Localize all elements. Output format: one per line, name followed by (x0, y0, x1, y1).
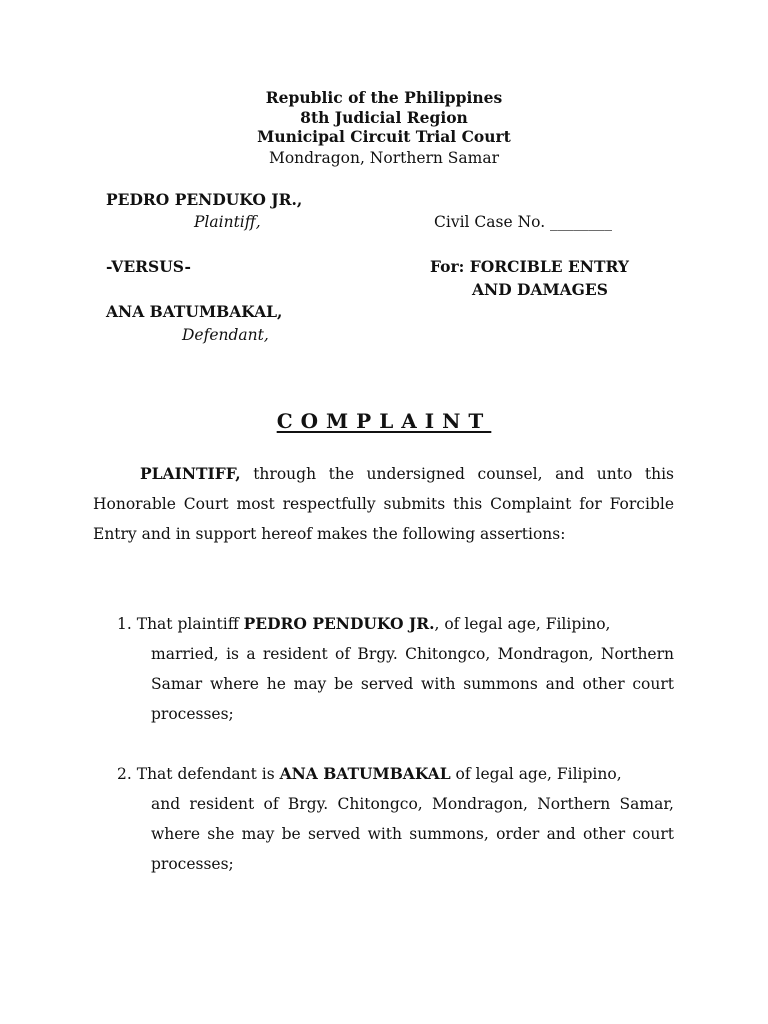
header-court: Municipal Circuit Trial Court (257, 127, 511, 146)
document-title-text: COMPLAINT (276, 409, 492, 433)
list-item-2-number: 2. (117, 765, 132, 783)
list-item-2-pre: That defendant is (136, 765, 280, 783)
case-nature-line1: For: FORCIBLE ENTRY (430, 257, 629, 276)
intro-lead: PLAINTIFF, (140, 464, 241, 483)
document-title (0, 408, 768, 434)
defendant-name: ANA BATUMBAKAL, (106, 302, 283, 321)
list-item-2-body: and resident of Brgy. Chitongco, Mondragon, Northern Samar, where she may be served with summons, order and other court processes; (151, 795, 674, 873)
list-item-1-pre: That plaintiff (136, 615, 244, 633)
defendant-role: Defendant, (182, 326, 269, 344)
versus: -VERSUS- (106, 257, 191, 276)
header-location: Mondragon, Northern Samar (268, 149, 500, 167)
civil-case-no: Civil Case No. ________ (434, 213, 613, 231)
list-item-2-first-line (117, 759, 622, 789)
intro-text: through the undersigned counsel, and unto this Honorable Court most respectfully submits this Complaint for Forcible Entry and in support hereof makes the following assertions: (93, 465, 674, 543)
list-item-1-first-line (117, 609, 610, 639)
list-item-1-name: PEDRO PENDUKO JR. (243, 614, 435, 633)
intro-paragraph (93, 459, 674, 549)
list-item-1-number: 1. (117, 615, 132, 633)
plaintiff-name: PEDRO PENDUKO JR., (106, 190, 303, 209)
list-item-2-name: ANA BATUMBAKAL (279, 764, 451, 783)
header-region: 8th Judicial Region (300, 108, 468, 127)
list-item-1-body: married, is a resident of Brgy. Chitongco, Mondragon, Northern Samar where he may be served with summons and other court processes; (151, 645, 674, 723)
case-nature-line2: AND DAMAGES (472, 280, 608, 299)
list-item-2-post: of legal age, Filipino, (450, 765, 622, 783)
plaintiff-role: Plaintiff, (194, 213, 261, 231)
list-item-1-post: , of legal age, Filipino, (434, 615, 611, 633)
header-republic: Republic of the Philippines (265, 88, 503, 107)
